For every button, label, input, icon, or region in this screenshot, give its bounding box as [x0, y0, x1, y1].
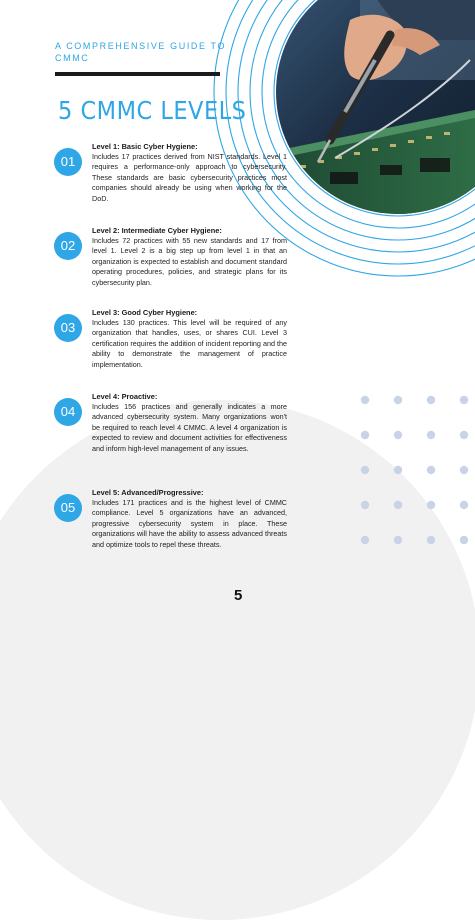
- page-title: 5 CMMC LEVELS: [58, 96, 247, 125]
- level-heading: Level 1: Basic Cyber Hygiene:: [92, 142, 198, 151]
- level-number-badge: 02: [54, 232, 82, 260]
- level-description: Includes 171 practices and is the highest level of CMMC compliance. Level 5 organizations have an advanced, progressive cybersecurity system in place. These organizations will have the ability to assess advanced threats and optimize tools to repel these threats.: [92, 498, 287, 549]
- level-number-badge: 03: [54, 314, 82, 342]
- level-description: Includes 130 practices. This level will be required of any organization that handles, uses, or shares CUI. Level 3 certification requires the addition of incident reporting and the ability to demonstrate the management of practice implementation.: [92, 318, 287, 369]
- soldering-photo: [270, 0, 475, 230]
- level-description: Includes 72 practices with 55 new standards and 17 from level 1. Level 2 is a big step up from level 1 in that an organization is expected to establish and document standard operating procedures, policies, and strategic plans for its cybersecurity plan.: [92, 236, 287, 287]
- level-description: Includes 17 practices derived from NIST standards. Level 1 requires a performance-only approach to cybersecurity. These standards are basic cybersecurity practices most companies should already be using when working for the DoD.: [92, 152, 287, 203]
- dot-grid: [361, 396, 468, 544]
- level-number-badge: 04: [54, 398, 82, 426]
- level-number-badge: 01: [54, 148, 82, 176]
- level-heading: Level 2: Intermediate Cyber Hygiene:: [92, 226, 222, 235]
- level-heading: Level 3: Good Cyber Hygiene:: [92, 308, 198, 317]
- header-kicker: A COMPREHENSIVE GUIDE TO CMMC: [55, 41, 227, 63]
- page-number: 5: [234, 587, 243, 604]
- level-description: Includes 156 practices and generally indicates a more advanced cybersecurity system. Many organizations won't be required to reach level 4 CMMC. A level 4 organization is expected to review and document activities for effectiveness and inform high-level management of any issues.: [92, 402, 287, 453]
- level-heading: Level 4: Proactive:: [92, 392, 158, 401]
- level-heading: Level 5: Advanced/Progressive:: [92, 488, 204, 497]
- header-rule: [55, 72, 220, 76]
- level-number-badge: 05: [54, 494, 82, 522]
